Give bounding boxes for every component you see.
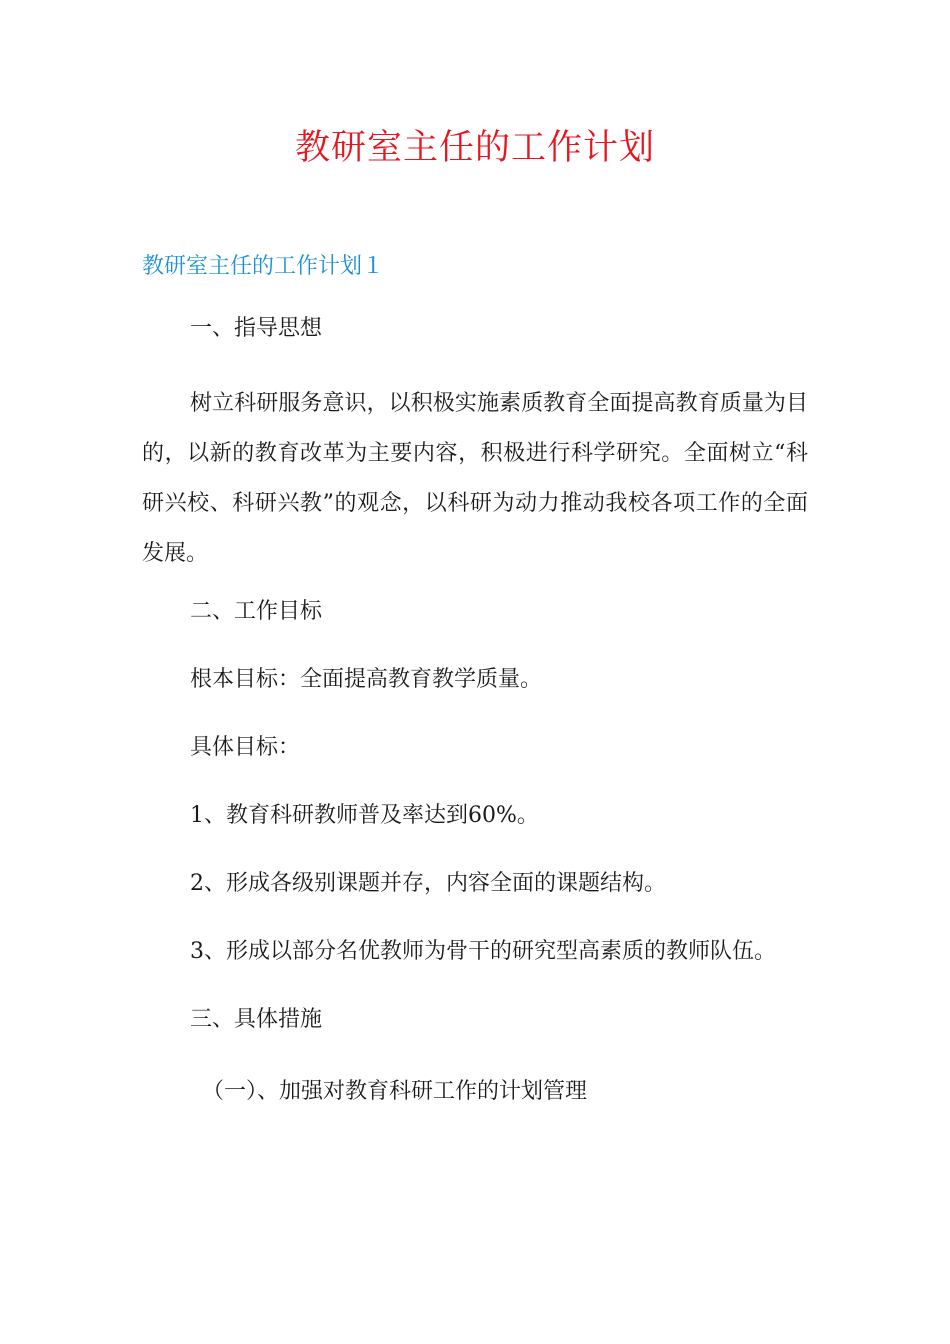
goal-item-2: 2、形成各级别课题并存，内容全面的课题结构。 — [190, 871, 666, 896]
heading-guiding-principles: 一、指导思想 — [190, 316, 323, 341]
goal-item-3: 3、形成以部分名优教师为骨干的研究型高素质的教师队伍。 — [190, 939, 776, 964]
basic-goal: 根本目标：全面提高教育教学质量。 — [190, 667, 543, 692]
paragraph-guiding-principles: 树立科研服务意识，以积极实施素质教育全面提高教育质量为目的，以新的教育改革为主要内容，积极进行科学研究。全面树立“科研兴校、科研兴教”的观念，以科研为动力推动我校各项工作的全面发展。 — [142, 391, 808, 566]
goal-item-1: 1、教育科研教师普及率达到60%。 — [190, 803, 539, 828]
document-title: 教研室主任的工作计划 — [294, 128, 655, 168]
section-heading: 教研室主任的工作计划１ — [142, 254, 385, 279]
measure-item-1: （一）、加强对教育科研工作的计划管理 — [202, 1079, 588, 1104]
specific-goals-label: 具体目标： — [190, 735, 301, 760]
heading-work-goals: 二、工作目标 — [190, 599, 323, 624]
heading-specific-measures: 三、具体措施 — [190, 1007, 323, 1032]
